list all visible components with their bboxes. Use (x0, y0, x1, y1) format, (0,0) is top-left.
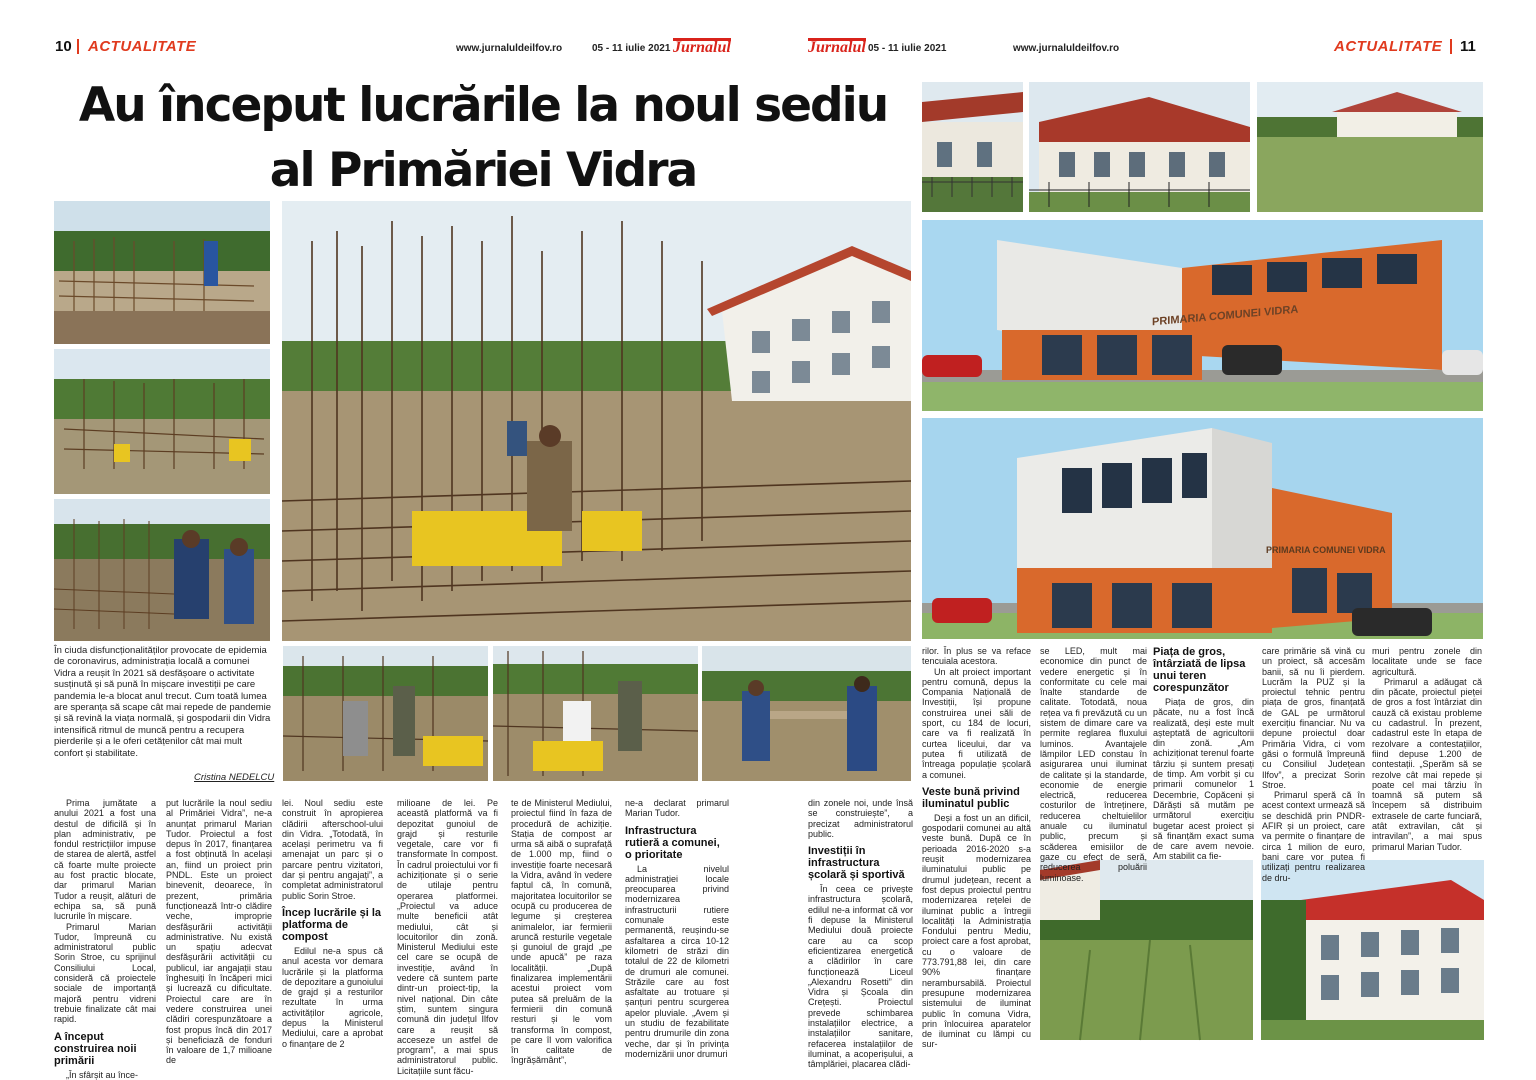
col6-paragraph-1: ne-a declarat primarul Marian Tudor. (625, 798, 729, 819)
subheading-public-lighting: Veste bună privind iluminatul public (922, 785, 1020, 810)
col1-paragraph-1: Prima jumătate a anului 2021 a fost una destul de dificilă și în plan administrativ, pe fondul restricțiilor impuse de starea de alertă, astfel că foarte multe proiecte au fost practic blocate, dar primarul Marian Tudor a reușit, alături de echipa sa, să pună lucrurile în mișcare. (54, 798, 156, 922)
col12-paragraph-1: muri pentru zonele din localitate unde se face agricultură. (1372, 646, 1482, 677)
photo-workers-rebar-1 (283, 646, 488, 781)
photo-new-building-red-roof (1261, 860, 1484, 1040)
col4-paragraph-1: milioane de lei. Pe această platformă va fi depozitat gunoiul de grajd și resturile vegetale, care vor fi transformate în compost. În cadrul proiectului vor fi achiziționate și o serie de utilaje pentru operarea platformei. „Proiectul va aduce multe beneficii atât mediului, cât și locuitorilor din zonă. Ministerul Mediului este cel care se ocupă de investiție, având în vedere că suntem parte dintr-un proiect-tip, la nivel național. Din câte știm, suntem singura comună din județul Ilfov care a reușit să acceseze un astfel de program”, a mai spus administratorul public. Licitațiile sunt făcu- (397, 798, 498, 1076)
col2-paragraph-1: put lucrările la noul sediu al Primăriei Vidra”, ne-a anunțat primarul Marian Tudor. Proiectul a fost depus în 2017, finanțarea a fost obținută în același an, fiind un proiect prin PNDL. Este un proiect binevenit, deoarece, în prezent, primăria funcționează într-o clădire veche, improprie desfășurării activității administrative. Nu există un spațiu adecvat desfășurării activității cu publicul, iar angajații stau înghesuiți în încăperi mici și lucrează cu dificultate. Proiectul care are în vedere construirea unei clădiri corespunzătoare a fost propus încă din 2017 și beneficiază de fonduri în valoare de 1,7 milioane de (166, 798, 272, 1066)
photo-old-hall-field (1257, 82, 1483, 212)
col7-paragraph-1: din zonele noi, unde însă se construiește”, a precizat administratorul public. (808, 798, 913, 839)
col10-paragraph-1: Piața de gros, din păcate, nu a fost încă realizată, deși este mult așteptată de agricultorii din zonă. „Am achiziționat terenul foarte târziu și suntem presați de timp. Am vorbit și cu primarii comunelor 1 Decembrie, Copăceni și Dărăști să mutăm pe următorul exercițiu bugetar acest proiect și să finanțăm exact suma de care avem nevoie. Am stabilit ca fie- (1153, 697, 1254, 862)
right-website: www.jurnaluldeilfov.ro (1013, 43, 1120, 54)
article-column-6 (625, 798, 729, 1063)
subheading-new-town-hall: A început construirea noii primării (54, 1030, 137, 1067)
photo-main-construction-site (282, 201, 911, 641)
subheading-school-infrastructure: Investiții în infrastructura școlară și sportivă (808, 845, 905, 882)
col7-paragraph-2: În ceea ce privește infrastructura școlară, edilul ne-a informat că vor fi depuse la Ministerul Mediului două proiecte care au ca scop eficientizarea energetică a clădirilor în care funcționează Liceul „Alexandru Rosetti” din Vidra și Școala din Crețești. Proiectul prevede schimbarea instalațiilor electrice, a instalațiilor sanitare, refacerea instalațiilor de iluminat, a acoperișului, a tâmplăriei, placarea clădi- (808, 884, 913, 1070)
col8-paragraph-3: Deși a fost un an dificil, gospodarii comunei au altă veste bună. După ce în perioada 2016-2020 s-a reușit modernizarea iluminatului public pe drumul județean, recent a fost depus proiectul pentru modernizarea rețelei de iluminat public a întregii localități la Administrația Fondului pentru Mediu, proiect care a fost aprobat, cu o valoare de 773.791,88 lei, din care 90% finanțare nerambursabilă. Proiectul presupune modernizarea sistemului de iluminat public în comuna Vidra, prin înlocuirea aparatelor de iluminat cu lămpi cu sur- (922, 812, 1031, 1050)
photo-field-lot (1040, 860, 1253, 1040)
col8-paragraph-1: rilor. În plus se va reface tencuiala acestora. (922, 646, 1031, 667)
col1-paragraph-3: „În sfârșit au înce- (66, 1069, 139, 1080)
right-logo: Jurnalul (808, 39, 866, 56)
photo-small-workers-top (54, 201, 270, 344)
col11-paragraph-2: Primarul speră că în acest context urmează să se deschidă prin PNDR-AFIR și un proiect, care va permite o finanțare de circa 1 milion de euro, bani care vor putea fi utilizați pentru realizarea de dru- (1262, 790, 1365, 883)
headline-line2: al Primăriei Vidra (269, 143, 697, 198)
col6-paragraph-2: La nivelul administrației locale preocuparea privind modernizarea infrastructurii rutiere comunale este permanentă, reușindu-se asfaltarea a circa 10-12 kilometri de străzi din totalul de 22 de kilometri de drumuri ale comunei. Străzile care au fost asfaltate au trotuare și șanțuri pentru scurgerea apelor pluviale. „Avem și un studiu de fezabilitate pentru drumurile din zona veche, dar și în privința modernizării unor drumuri (625, 863, 729, 1059)
photo-small-workers-bottom (54, 499, 270, 641)
subheading-compost-platform: Încep lucrările și la platforma de compost (282, 906, 382, 943)
article-column-12 (1372, 646, 1482, 856)
right-header-divider (1450, 39, 1452, 54)
rendering-sign-angle: PRIMARIA COMUNEI VIDRA (1266, 545, 1386, 555)
left-logo: Jurnalul (673, 39, 731, 56)
photo-small-foundation-mid (54, 349, 270, 494)
col9-paragraph-1: se LED, mult mai economice din punct de vedere energetic și în conformitate cu cele mai înalte standarde de calitate. Totodată, noua rețea va fi prevăzută cu un sistem de dimare care va permite reglarea fluxului luminos. Avantajele lămpilor LED constau în asigurarea unui iluminat de calitate și la standarde, economie de energie electrică, reducerea costurilor de întreținere, reducerea cheltuielilor anuale cu iluminatul public, precum și scăderea emisiilor de gaze cu efect de seră, reducerea poluării luminoase. (1040, 646, 1147, 883)
col3-paragraph-2: Edilul ne-a spus că anul acesta vor demara lucrările și la platforma de depozitare a gunoiului de grajd și a resturilor rezultate în urma activităților agricole, depus la Ministerul Mediului, care a aprobat o finanțare de 2 (282, 945, 383, 1049)
article-column-1 (54, 798, 156, 1080)
article-column-7 (808, 798, 913, 1070)
subheading-wholesale-market: Piața de gros, întârziată de lipsa unui teren corespunzător (1153, 646, 1246, 694)
right-section-title: ACTUALITATE (1334, 38, 1443, 55)
article-column-8 (922, 646, 1031, 1064)
article-author: Cristina NEDELCU (194, 772, 275, 783)
left-date: 05 - 11 iulie 2021 (592, 43, 671, 54)
col11-paragraph-1: care primărie să vină cu un proiect, să accesăm banii, să nu îi pierdem. Lucrăm la PUZ și la proiectul tehnic pentru piața de gros, finanțată de GAL pe următorul exercițiu financiar. Nu va depune proiectul doar Primăria Vidra, ci vom găsi o formulă împreună cu Consiliul Județean Ilfov”, a precizat Sorin Stroe. (1262, 646, 1365, 790)
lead-paragraph: În ciuda disfuncționalităților provocate de epidemia de coronavirus, administrația locală a comunei Vidra a reușit în 2021 să desfășoare o activitate susținută și să pună în mișcare investiții pe care pandemia le-a blocat anul trecut. Cum toată lumea are speranța să scape cât mai repede de pandemie și să revină la viața normală, și gospodarii din Vidra intensifică ritmul de muncă pentru a recupera pierderile și a le oferi cetățenilor cât mai mult confort și stabilitate. (54, 645, 272, 759)
col1-paragraph-2: Primarul Marian Tudor, împreună cu administratorul public Sorin Stroe, cu sprijinul Consiliului Local, consideră că proiectele sociale de importanță majoră pentru vidreni trebuie finalizate cât mai rapid. (54, 921, 156, 1025)
article-column-4 (397, 798, 498, 1076)
left-website: www.jurnaluldeilfov.ro (456, 43, 563, 54)
article-column-5 (511, 798, 612, 1066)
col12-paragraph-2: Primarul a adăugat că din păcate, proiectul pieței de gros a fost întârziat din cauză că existau probleme cu cadastrul. În prezent, cadastrul este în etapa de rezolvare a contestațiilor, fiind depuse 1.200 de contestații. „Sperăm să se rezolve cât mai repede și poate cel mai târziu în toamnă să putem să începem să distribuim extrasele de carte funciară, atât extravilan, cât și intravilan”, a mai spus primarul Marian Tudor. (1372, 676, 1482, 852)
left-header-divider (77, 39, 79, 54)
headline-line1: Au început lucrările la noul sediu (78, 78, 888, 133)
subheading-road-infrastructure: Infrastructura rutieră a comunei, o prioritate (625, 824, 720, 861)
photo-old-hall-1 (922, 82, 1023, 212)
article-column-9 (1040, 646, 1147, 883)
article-column-11 (1262, 646, 1365, 883)
left-section-title: ACTUALITATE (88, 38, 197, 55)
col3-paragraph-1: lei. Noul sediu este construit în apropierea clădirii afterschool-ului din Vidra. „Totodată, în același perimetru va fi amenajat un parc și o parcare pentru vizitatori, dar și pentru angajați”, a completat administratorul public Sorin Stroe. (282, 798, 383, 901)
photo-rendering-facade-angle (922, 418, 1483, 639)
right-page-number: 11 (1460, 38, 1476, 55)
col8-paragraph-2: Un alt proiect important pentru comună, depus la Compania Națională de Investiții, își propune construirea unei săli de sport, cu 184 de locuri, care va fi realizată în curtea liceului, dar va putea fi utilizată de întreaga populație școlară a comunei. (922, 666, 1031, 780)
right-date: 05 - 11 iulie 2021 (868, 43, 947, 54)
left-page-number: 10 (55, 38, 72, 55)
rendering-sign-front: PRIMARIA COMUNEI VIDRA (1152, 303, 1299, 329)
photo-workers-table (702, 646, 911, 781)
article-column-10 (1153, 646, 1254, 862)
col5-paragraph-1: te de Ministerul Mediului, proiectul fiind în faza de procedură de achiziție. Stația de compost ar urma să aibă o suprafață de 1.000 mp, fiind o investiție foarte necesară la Vidra, având în vedere faptul că, în comună, majoritatea locuitorilor se ocupă cu producerea de legume și creșterea animalelor, iar fermierii aruncă resturile vegetale și gunoiul de grajd „pe unde apucă” pe raza localității. „După finalizarea implementării acestui proiect vom putea să preluăm de la fermierii din comună resturi și le vom transforma în compost, pe care îl vom valorifica în calitate de îngrășământ”, (511, 798, 612, 1066)
article-column-2 (166, 798, 272, 1066)
article-column-3 (282, 798, 383, 1063)
photo-old-hall-2 (1029, 82, 1250, 212)
photo-workers-rebar-2 (493, 646, 698, 781)
